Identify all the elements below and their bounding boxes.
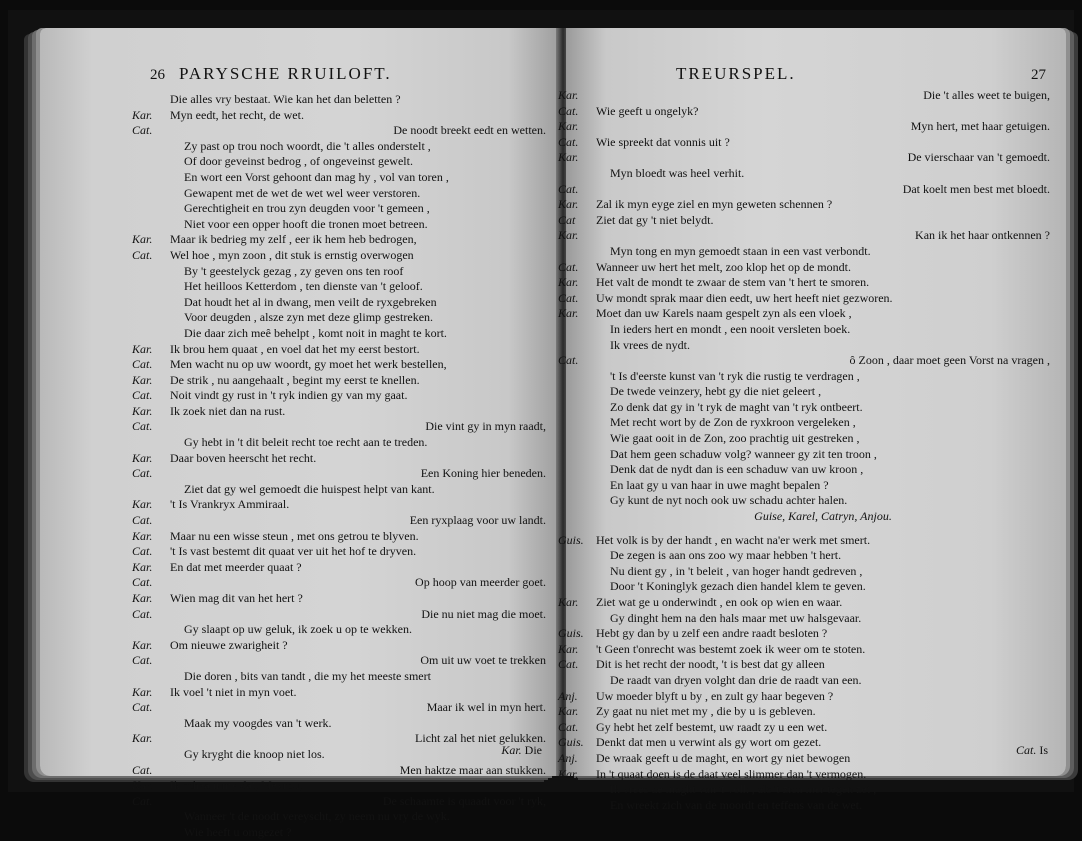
verse-text: Ziet dat gy wel gemoedt die huispest helpt van kant. (184, 481, 435, 496)
text-line (592, 478, 1050, 494)
speaker-label: Cat. (558, 181, 579, 196)
speaker-label: Kar. (132, 637, 153, 652)
speaker-label: Cat (558, 212, 576, 227)
verse-text: Maar nu een wisse steun , met ons getrou te blyven. (170, 528, 419, 543)
verse-text: Ik vrees de maght van 't volk , als 't zich hier tegen zet , (610, 782, 877, 797)
verse-text: De zegen is aan ons zoo wy maar hebben 't hert. (610, 548, 842, 563)
speaker-label: Kar. (132, 450, 153, 465)
text-line (132, 341, 546, 358)
text-line (132, 591, 546, 607)
speaker-label (132, 482, 166, 498)
verse-text: Een ryxplaag voor uw landt. (409, 513, 546, 528)
right-running-title: TREURSPEL. (676, 64, 796, 83)
verse-text: En laat gy u van haar in uwe maght bepalen ? (610, 477, 829, 492)
speaker-label: Kar. (132, 778, 153, 793)
text-line (132, 793, 546, 810)
text-line (132, 528, 546, 545)
verse-text: Zal ik myn eyge ziel en myn geweten schennen ? (596, 197, 833, 212)
verse-text: Gy slaapt op uw geluk, ik zoek u op te wekken. (184, 622, 412, 637)
verse-text: Myn hert, met haar getuigen. (910, 119, 1050, 134)
text-line (558, 657, 1050, 673)
text-line (558, 626, 1050, 642)
speaker-label (558, 782, 592, 798)
text-line (132, 123, 546, 139)
text-line (558, 641, 1050, 658)
right-page (558, 28, 1066, 812)
verse-text: Ik zoek niet dan na rust. (170, 403, 286, 418)
speaker-label (132, 669, 166, 685)
verse-text: Wel hoe , myn zoon , dit stuk is ernstig overwogen (170, 247, 414, 262)
text-line (166, 92, 546, 108)
verse-text: Die vint gy in myn raadt, (425, 419, 546, 434)
verse-text: Maak my voogdes van 't werk. (184, 715, 332, 730)
text-line (132, 450, 546, 467)
speaker-label (558, 322, 592, 338)
verse-text: By 't geestelyck gezag , zy geven ons ten roof (184, 263, 404, 278)
verse-text: De schaamte is quaadt voor 't ryk, (382, 793, 546, 808)
speaker-label (132, 92, 166, 108)
text-line (592, 579, 1050, 595)
text-line (166, 201, 546, 217)
text-line (558, 119, 1050, 135)
verse-text: Gewapent met de wet de wet wel weer verstoren. (184, 185, 421, 200)
text-line (592, 564, 1050, 580)
verse-text: Maar ik wel in myn hert. (426, 700, 546, 715)
text-line (166, 825, 546, 841)
verse-text: Nu dient gy , in 't beleit , van hoger handt gedreven , (610, 563, 863, 578)
speaker-label: Kar. (132, 341, 153, 356)
speaker-label (132, 825, 166, 841)
verse-text: De twede veinzery, hebt gy die niet geleert , (610, 384, 822, 399)
speaker-label: Cat. (558, 259, 579, 274)
open-book (8, 10, 1074, 839)
left-page (40, 28, 560, 839)
verse-text: Het heilloos Ketterdom , ten dienste van 't geloof. (184, 279, 423, 294)
speaker-label: Kar. (558, 766, 579, 781)
text-line (558, 704, 1050, 720)
verse-text: De vierschaar van 't gemoedt. (907, 150, 1050, 165)
speaker-label: Kar. (558, 119, 579, 134)
speaker-label: Cat. (558, 103, 579, 118)
text-line (592, 415, 1050, 431)
right-text-block (558, 88, 1050, 813)
speaker-label: Kar. (558, 641, 579, 656)
verse-text: Wie gaat ooit in de Zon, zoo prachtig uit gestreken , (610, 431, 860, 446)
text-line (558, 88, 1050, 104)
left-running-title: PARYSCHE RRUILOFT. (179, 64, 392, 83)
speaker-label: Kar. (558, 704, 579, 719)
text-line (592, 548, 1050, 564)
verse-text: Uw mondt sprak maar dien eedt, uw hert heeft niet gezworen. (596, 290, 893, 305)
verse-text: Noit vindt gy rust in 't ryk indien gy van my gaat. (170, 388, 408, 403)
verse-text: Om uit uw voet te trekken (420, 653, 546, 668)
speaker-label (558, 798, 592, 814)
verse-text: Wanneer 't de noodt vereyscht, zy neem nu vry de wyk. (184, 809, 450, 824)
speaker-label (558, 415, 592, 431)
text-line (166, 809, 546, 825)
verse-text: Op hoop van meerder goet. (415, 575, 546, 590)
verse-text: 't Is Vrankryx Ammiraal. (170, 497, 290, 512)
speaker-label: Guis. (558, 735, 584, 750)
speaker-label: Kar. (132, 684, 153, 699)
speaker-label (132, 809, 166, 825)
speaker-label: Anj. (558, 750, 578, 765)
verse-text: Zy past op trou noch woordt, die 't alles onderstelt , (184, 138, 431, 153)
verse-text: Die nu niet mag die moet. (421, 606, 546, 621)
text-line (166, 217, 546, 233)
text-line (132, 731, 546, 747)
text-line (166, 186, 546, 202)
text-line (558, 595, 1050, 611)
verse-text: Wien mag dit van het hert ? (170, 591, 303, 605)
text-line (592, 244, 1050, 260)
verse-text: Die alles vry bestaat. Wie kan het dan beletten ? (170, 92, 401, 106)
speaker-label (558, 611, 592, 627)
verse-text: Myn tong en myn gemoedt staan in een vast verbondt. (610, 243, 871, 258)
verse-text: Gy dinght hem na den hals maar met uw halsgevaar. (610, 610, 862, 625)
text-line (558, 150, 1050, 166)
text-line (132, 762, 546, 779)
speaker-label (132, 264, 166, 280)
catchword-speaker: Cat. (1015, 743, 1037, 757)
text-line (132, 107, 546, 124)
verse-text: Gy kunt de nyt noch ook uw schadu achter halen. (610, 493, 848, 508)
verse-text: Die doren , bits van tandt , die my het meeste smert (184, 668, 431, 683)
text-line (132, 232, 546, 248)
text-line (132, 372, 546, 389)
speaker-label: Kar. (132, 497, 153, 512)
text-line (592, 400, 1050, 416)
verse-text: Zo denk dat gy in 't ryk de maght van 't ryk ontbeert. (610, 399, 863, 414)
verse-text: Guise, Karel, Catryn, Anjou. (754, 509, 892, 524)
verse-text: De strik , nu aangehaalt , begint my eerst te knellen. (170, 372, 420, 387)
speaker-label (132, 186, 166, 202)
verse-text: Om nieuwe zwarigheit ? (170, 637, 288, 652)
verse-text: Gerechtigheit en trou zyn deugden voor 't gemeen , (184, 201, 430, 216)
speaker-label: Kar. (558, 306, 579, 321)
verse-text: Of door geveinst bedrog , of ongeveinst gewelt. (184, 154, 413, 169)
speaker-label: Kar. (132, 372, 153, 387)
verse-text: Men haktze maar aan stukken. (399, 762, 546, 777)
verse-text: In ieders hert en mondt , een nooit versleten boek. (610, 321, 851, 336)
text-line (166, 622, 546, 638)
speaker-label (558, 166, 592, 182)
verse-text: Ik vrees de nydt. (610, 337, 690, 352)
catchword-text: Die (524, 743, 542, 757)
text-line (132, 700, 546, 716)
text-line (592, 509, 1050, 525)
right-page-number: 27 (1031, 67, 1046, 83)
speaker-label: Kar. (132, 559, 153, 574)
speaker-label (558, 244, 592, 260)
speaker-label (558, 548, 592, 564)
speaker-label (558, 478, 592, 494)
text-line (132, 544, 546, 560)
verse-text: 't Is d'eerste kunst van 't ryk die rustig te verdragen , (610, 368, 860, 383)
text-line (132, 575, 546, 591)
verse-text: Die 't alles weet te buigen, (923, 88, 1050, 102)
text-line (558, 735, 1050, 751)
speaker-label (558, 493, 592, 509)
verse-text: Ziet dat gy 't niet belydt. (596, 212, 714, 227)
text-line (558, 134, 1050, 151)
speaker-label: Kar. (558, 275, 579, 290)
speaker-label: Kar. (132, 591, 153, 605)
verse-text: En dat met meerder quaat ? (170, 559, 302, 574)
verse-text: Die daar zich meê behelpt , komt noit in maght te kort. (184, 325, 447, 340)
speaker-label (132, 310, 166, 326)
text-line (592, 462, 1050, 478)
speaker-label: Cat. (132, 575, 153, 590)
verse-text: Gy hebt in 't dit beleit recht toe recht aan te treden. (184, 435, 428, 450)
verse-text: ô Zoon , daar moet geen Vorst na vragen , (849, 353, 1050, 368)
verse-text: En wreekt zich van de moordt en teffens van de wet. (610, 797, 863, 812)
right-catchword (1016, 743, 1048, 758)
text-line (132, 684, 546, 701)
verse-text: Niet voor een opper hooft die tronen moet betreen. (184, 216, 428, 231)
speaker-label: Kar. (132, 232, 153, 247)
speaker-label (132, 435, 166, 451)
speaker-label: Cat. (132, 388, 153, 403)
text-line (132, 388, 546, 404)
text-line (166, 295, 546, 311)
speaker-label: Cat. (558, 290, 579, 305)
verse-text: Wie spreekt dat vonnis uit ? (596, 134, 730, 149)
verse-text: Licht zal het niet gelukken. (415, 731, 546, 746)
verse-text: Dit is het recht der noodt, 't is best dat gy alleen (596, 657, 825, 672)
speaker-label (558, 447, 592, 463)
verse-text: Myn bloedt was heel verhit. (610, 165, 745, 180)
text-line (166, 669, 546, 685)
text-line (558, 532, 1050, 549)
verse-text: Ik brou hem quaat , en voel dat het my eerst bestort. (170, 341, 420, 356)
speaker-label (558, 462, 592, 478)
verse-text: Wanneer uw hert het melt, zoo klop het op de mondt. (596, 259, 851, 274)
text-line (132, 559, 546, 576)
text-line (558, 766, 1050, 783)
speaker-label (132, 217, 166, 233)
text-line (592, 782, 1050, 798)
text-line (166, 279, 546, 295)
verse-text: Hebt gy dan by u zelf een andre raadt besloten ? (596, 626, 828, 641)
speaker-label: Cat. (132, 357, 153, 372)
speaker-label: Cat. (132, 247, 153, 262)
speaker-label (132, 170, 166, 186)
left-catchword (501, 743, 542, 758)
verse-text: Dat houdt het al in dwang, men veilt de ryxgebreken (184, 294, 437, 309)
speaker-label (132, 716, 166, 732)
text-line (132, 653, 546, 669)
text-line (592, 447, 1050, 463)
speaker-label (558, 509, 592, 525)
speaker-label (558, 384, 592, 400)
verse-text: Uw moeder blyft u by , en zult gy haar begeven ? (596, 688, 834, 703)
text-line (558, 228, 1050, 244)
verse-text: 't Geen t'onrecht was bestemt zoek ik weer om te stoten. (596, 641, 866, 656)
catchword-speaker: Kar. (501, 743, 522, 757)
speaker-label (558, 400, 592, 416)
text-line (166, 310, 546, 326)
text-line (592, 493, 1050, 509)
text-line (558, 212, 1050, 229)
verse-text: Moet dan uw Karels naam gespelt zyn als een vloek , (596, 306, 852, 321)
speaker-label: Kar. (558, 197, 579, 212)
text-line (558, 197, 1050, 213)
verse-text: En wort een Vorst gehoont dan mag hy , vol van toren , (184, 169, 449, 184)
text-line (592, 431, 1050, 447)
speaker-label: Cat. (132, 700, 153, 715)
verse-text: In 't quaat doen is de daat veel slimmer dan 't vermogen. (596, 766, 867, 781)
text-line (592, 611, 1050, 627)
text-line (558, 290, 1050, 307)
speaker-label: Cat. (558, 657, 579, 672)
speaker-label (132, 622, 166, 638)
speaker-label: Kar. (558, 595, 579, 609)
verse-text: Voor deugden , alsze zyn met deze glimp gestreken. (184, 310, 434, 325)
verse-text: Gy kryght die knoop niet los. (184, 746, 325, 761)
verse-text: Zy gaat nu niet met my , die by u is gebleven. (596, 704, 816, 719)
left-text-block (132, 92, 546, 841)
text-line (166, 170, 546, 186)
verse-text: Ik schaam my dat, Mevrou, (170, 778, 302, 793)
speaker-label: Anj. (558, 688, 578, 703)
left-page-number: 26 (150, 67, 165, 83)
speaker-label: Cat. (132, 513, 153, 528)
speaker-label (132, 295, 166, 311)
verse-text: Dat hem geen schaduw volg? wanneer gy zit ten troon , (610, 446, 877, 461)
speaker-label: Cat. (132, 466, 153, 481)
text-line (166, 482, 546, 498)
verse-text: Denk dat de nydt dan is een schaduw van uw kroon , (610, 462, 864, 477)
speaker-label: Guis. (558, 626, 584, 641)
text-line (132, 778, 546, 794)
text-line (166, 154, 546, 170)
speaker-label: Cat. (558, 353, 579, 368)
speaker-label: Cat. (132, 606, 153, 621)
text-line (592, 166, 1050, 182)
right-running-head (676, 64, 1046, 84)
verse-text: Kan ik het haar ontkennen ? (915, 228, 1050, 243)
text-line (166, 435, 546, 451)
verse-text: Wie heeft u omgezet ? (184, 824, 292, 839)
speaker-label (132, 139, 166, 155)
text-line (132, 606, 546, 623)
text-line (558, 306, 1050, 322)
verse-text: Wie geeft u ongelyk? (596, 103, 699, 118)
verse-text: De noodt breekt eedt en wetten. (393, 123, 546, 138)
verse-text: Met recht wort by de Zon de ryxkroon vergeleken , (610, 415, 856, 430)
text-line (132, 357, 546, 373)
verse-text: Maar ik bedrieg my zelf , eer ik hem heb bedrogen, (170, 232, 417, 247)
speaker-label: Cat. (132, 653, 153, 668)
left-running-head (150, 64, 392, 84)
text-line (166, 264, 546, 280)
text-line (132, 497, 546, 513)
text-line (166, 139, 546, 155)
speaker-label (132, 747, 166, 763)
verse-text: Dat koelt men best met bloedt. (902, 181, 1050, 196)
speaker-label: Cat. (132, 123, 153, 138)
speaker-label (558, 338, 592, 354)
text-line (166, 326, 546, 342)
speaker-label (558, 431, 592, 447)
text-line (132, 637, 546, 654)
verse-text: Myn eedt, het recht, de wet. (170, 107, 304, 122)
speaker-label (132, 201, 166, 217)
verse-text: Ik voel 't niet in myn voet. (170, 684, 297, 699)
speaker-label: Kar. (132, 528, 153, 543)
speaker-label (558, 673, 592, 689)
text-line (592, 369, 1050, 385)
verse-text: Gy hebt het zelf bestemt, uw raadt zy u een wet. (596, 719, 828, 734)
text-line (558, 275, 1050, 291)
verse-text: Denkt dat men u verwint als gy wort om gezet. (596, 735, 822, 750)
verse-text: Een Koning hier beneden. (420, 466, 546, 481)
speaker-label: Cat. (558, 719, 579, 734)
text-line (132, 403, 546, 420)
speaker-label (132, 154, 166, 170)
speaker-label: Guis. (558, 532, 584, 547)
speaker-label: Cat. (132, 419, 153, 434)
text-line (558, 181, 1050, 198)
speaker-label: Cat. (132, 793, 153, 808)
verse-text: De wraak geeft u de maght, en wort gy niet bewogen (596, 750, 851, 765)
speaker-label: Kar. (558, 228, 579, 243)
speaker-label: Kar. (132, 107, 153, 122)
text-line (132, 513, 546, 529)
speaker-label: Cat. (558, 134, 579, 149)
catchword-text: Is (1039, 743, 1048, 757)
speaker-label (132, 279, 166, 295)
text-line (558, 259, 1050, 276)
speaker-label: Cat. (132, 544, 153, 559)
text-line (132, 466, 546, 482)
text-line (166, 716, 546, 732)
verse-text: Men wacht nu op uw woordt, gy moet het werk bestellen, (170, 357, 447, 372)
speaker-label (558, 564, 592, 580)
text-line (592, 322, 1050, 338)
verse-text: Het volk is by der handt , en wacht na'er werk met smert. (596, 532, 871, 547)
speaker-label: Kar. (132, 731, 153, 746)
text-line (592, 673, 1050, 689)
text-line (592, 338, 1050, 354)
text-line (132, 419, 546, 435)
text-line (558, 688, 1050, 705)
verse-text: De raadt van dryen volght dan drie de raadt van een. (610, 672, 862, 687)
speaker-label (132, 326, 166, 342)
text-line (592, 798, 1050, 814)
text-line (558, 719, 1050, 736)
verse-text: 't Is vast bestemt dit quaat ver uit het hof te dryven. (170, 544, 417, 559)
text-line (558, 103, 1050, 120)
text-line (132, 247, 546, 264)
verse-text: Ziet wat ge u onderwindt , en ook op wien en waar. (596, 595, 843, 609)
speaker-label (558, 369, 592, 385)
text-line (166, 747, 546, 763)
speaker-label: Kar. (132, 403, 153, 418)
speaker-label: Kar. (558, 88, 579, 102)
speaker-label (558, 579, 592, 595)
verse-text: Door 't Koninglyk gezach dien handel klem te geven. (610, 579, 866, 594)
verse-text: Daar boven heerscht het recht. (170, 450, 317, 465)
text-line (558, 353, 1050, 369)
speaker-label: Cat. (132, 762, 153, 777)
verse-text: Het valt de mondt te zwaar de stem van 't hert te smoren. (596, 275, 870, 290)
text-line (592, 384, 1050, 400)
speaker-label: Kar. (558, 150, 579, 165)
